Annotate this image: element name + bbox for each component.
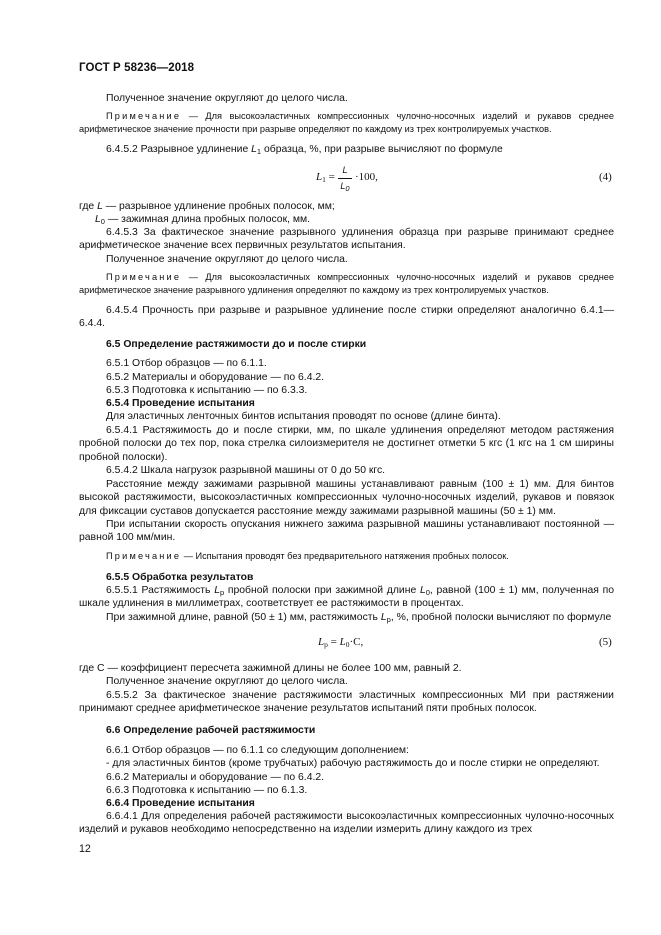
where-line: где L — разрывное удлинение пробных полосок, мм; — [79, 201, 335, 212]
paragraph: 6.5.5.1 Растяжимость $L_р$ пробной полоски при зажимной длине $L_0$, равной (100 ± 1) мм, полученная по шкале удлинения в миллиметрах, соответствует ее растяжимости в процентах. — [79, 585, 614, 610]
subsection-heading: 6.5.4 Проведение испытания — [106, 398, 255, 409]
note-text: — Для высокоэластичных компрессионных чулочно-носочных изделий и рукавов среднее арифметическое значение разрывного удлинения определяют по каждому из трех контролируемых участков. — [79, 272, 614, 295]
paragraph: 6.5.1 Отбор образцов — по 6.1.1. — [106, 358, 267, 369]
document-header: ГОСТ Р 58236—2018 — [79, 62, 195, 74]
text: пробной полоски при зажимной длине — [224, 585, 420, 596]
text: где — [79, 201, 98, 212]
paragraph: 6.6.4.1 Для определения рабочей растяжимости высокоэластичных компрессионных чулочно-носочных изделий и рукавов необходимо непосредственно на изделии измерить длину каждого из трех — [79, 811, 614, 836]
eq-num: 4 — [602, 171, 609, 183]
page-number: 12 — [79, 843, 91, 855]
formula-5: $L_р = L_0\cdot С$, — [318, 636, 364, 649]
where-line: $L_0$ — зажимная длина пробных полосок, мм. — [95, 214, 311, 226]
formula-4: $L_1$ = — [316, 171, 335, 184]
paragraph: При испытании скорость опускания нижнего зажима разрывной машины устанавливают постоянной — равной 100 мм/мин. — [79, 519, 614, 544]
text: — зажимная длина пробных полосок, мм. — [104, 214, 311, 225]
paragraph: 6.5.2 Материалы и оборудование — по 6.4.2. — [106, 372, 325, 383]
note-text: — Испытания проводят без предварительного натяжения пробных полосок. — [181, 551, 509, 561]
paragraph: Полученное значение округляют до целого числа. — [106, 254, 348, 265]
fraction-denominator: $L_0$ — [340, 181, 350, 193]
text: , равной (100 ± 1) мм, полученная по шкале удлинения в миллиметрах, соответствует ее растяжимости в процентах. — [79, 585, 614, 610]
note — [79, 550, 614, 563]
paragraph: 6.6.1 Отбор образцов — по 6.1.1 со следующим дополнением: — [106, 745, 409, 756]
paragraph: Полученное значение округляют до целого числа. — [106, 676, 348, 687]
paragraph: Полученное значение округляют до целого числа. — [106, 93, 348, 104]
paragraph: 6.6.2 Материалы и оборудование — по 6.4.2. — [106, 772, 325, 783]
text: 6.4.5.2 Разрывное удлинение — [106, 144, 252, 155]
note — [79, 110, 614, 135]
subsection-heading: 6.6.4 Проведение испытания — [106, 798, 255, 809]
section-heading: 6.5 Определение растяжимости до и после стирки — [106, 339, 367, 350]
equation-number: (5) — [599, 636, 612, 648]
text: , %, пробной полоски вычисляют по формуле — [390, 612, 612, 623]
paragraph: При зажимной длине, равной (50 ± 1) мм, растяжимость $L_р$, %, пробной полоски вычисляют по формуле — [106, 612, 612, 624]
section-heading: 6.6 Определение рабочей растяжимости — [106, 725, 316, 736]
paragraph: 6.5.3 Подготовка к испытанию — по 6.3.3. — [106, 385, 308, 396]
note — [79, 271, 614, 296]
where-line: где С — коэффициент пересчета зажимной длины не более 100 мм, равный 2. — [79, 663, 462, 674]
list-item: - для эластичных бинтов (кроме трубчатых) рабочую растяжимость до и после стирки не определяют. — [106, 758, 600, 769]
fraction-line — [338, 178, 352, 179]
paragraph: 6.5.5.2 За фактическое значение растяжимости эластичных компрессионных МИ при растяжении принимают среднее арифметическое значение результатов испытаний пяти пробных полосок. — [79, 690, 614, 715]
paragraph: Для эластичных ленточных бинтов испытания проводят по основе (длине бинта). — [106, 411, 501, 422]
paragraph: 6.4.5.2 Разрывное удлинение $L_1$ образца, %, при разрыве вычисляют по формуле — [106, 144, 503, 156]
text: — разрывное удлинение пробных полосок, мм; — [102, 201, 335, 212]
text: 6.5.5.1 Растяжимость — [106, 585, 215, 596]
text: образца, %, при разрыве вычисляют по формуле — [261, 144, 503, 155]
note-label: Примечание — [106, 551, 182, 561]
paragraph: Расстояние между зажимами разрывной машины устанавливают равным (100 ± 1) мм. Для бинтов высокой растяжимости, высокоэластичных компрессионных чулочно-носочных изделий, рукавов и повязок для фиксации суставов допускается расстояние между зажимами разрывной машины (50 ± 1) мм. — [79, 479, 614, 517]
fraction-numerator: L — [342, 165, 348, 175]
paragraph: 6.4.5.4 Прочность при разрыве и разрывное удлинение после стирки определяют аналогично 6.4.1—6.4.4. — [79, 305, 614, 330]
text: При зажимной длине, равной (50 ± 1) мм, растяжимость — [106, 612, 381, 623]
paragraph: 6.4.5.3 За фактическое значение разрывного удлинения образца при разрыве принимают среднее арифметическое значение всех первичных результатов испытания. — [79, 227, 614, 252]
paragraph: 6.6.3 Подготовка к испытанию — по 6.1.3. — [106, 785, 308, 796]
subsection-heading: 6.5.5 Обработка результатов — [106, 572, 254, 583]
note-text: — Для высокоэластичных компрессионных чулочно-носочных изделий и рукавов среднее арифметическое значение прочности при разрыве определяют по каждому из трех контролируемых участков. — [79, 111, 614, 134]
note-label: Примечание — [106, 272, 182, 282]
paragraph: 6.5.4.1 Растяжимость до и после стирки, мм, по шкале удлинения определяют методом растяжения пробной полоски до тех пор, пока стрелка силоизмерителя не достигнет отметки 5 кгс (1 кгс на 1 см ширины пробной полоски). — [79, 425, 614, 463]
equation-number: (4) — [599, 171, 612, 183]
note-label: Примечание — [106, 111, 182, 121]
paragraph: 6.5.4.2 Шкала нагрузок разрывной машины от 0 до 50 кгс. — [106, 465, 386, 476]
formula-4-tail: ·100, — [355, 171, 378, 183]
eq-num: 5 — [602, 636, 609, 648]
